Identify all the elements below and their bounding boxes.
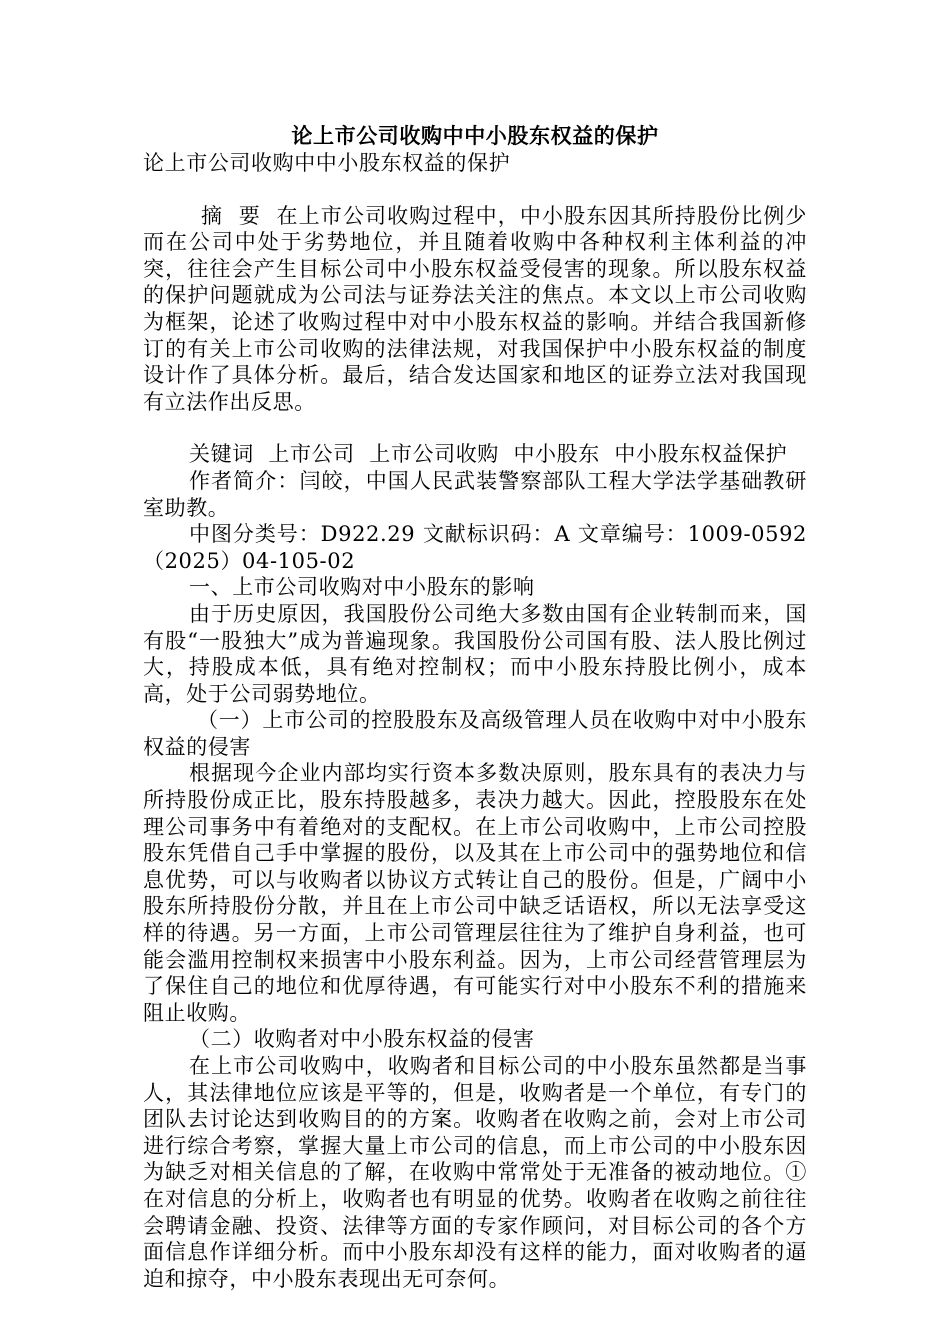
abstract-paragraph: 摘 要 在上市公司收购过程中，中小股东因其所持股份比例少而在公司中处于劣势地位，并且随着收购中各种权利主体利益的冲突，往往会产生目标公司中小股东权益受侵害的现象。所以股东权益的保护问题就成为公司法与证券法关注的焦点。本文以上市公司收购为框架，论述了收购过程中对中小股东权益的影响。并结合我国新修订的有关上市公司收购的法律法规，对我国保护中小股东权益的制度设计作了具体分析。最后，结合发达国家和地区的证券立法对我国现有立法作出反思。 [143, 203, 807, 414]
document-body [143, 122, 807, 1292]
subsection-paragraph: 根据现今企业内部均实行资本多数决原则，股东具有的表决力与所持股份成正比，股东持股越多，表决力越大。因此，控股股东在处理公司事务中有着绝对的支配权。在上市公司收购中，上市公司控股股东凭借自己手中掌握的股份，以及其在上市公司中的强势地位和信息优势，可以与收购者以协议方式转让自己的股份。但是，广阔中小股东所持股份分散，并且在上市公司中缺乏话语权，所以无法享受这样的待遇。另一方面，上市公司管理层往往为了维护自身利益，也可能会滥用控制权来损害中小股东利益。因为，上市公司经营管理层为了保住自己的地位和优厚待遇，有可能实行对中小股东不利的措施来阻止收购。 [143, 761, 807, 1025]
subsection-heading: （二）收购者对中小股东权益的侵害 [189, 1027, 535, 1052]
keywords-line: 关键词 上市公司 上市公司收购 中小股东 中小股东权益保护 [189, 442, 788, 467]
subsection-heading: （一）上市公司的控股股东及高级管理人员在收购中对中小股东权益的侵害 [143, 708, 807, 759]
section-heading: 一、上市公司收购对中小股东的影响 [189, 575, 535, 600]
section-paragraph: 由于历史原因，我国股份公司绝大多数由国有企业转制而来，国有股“一股独大”成为普遍现象。我国股份公司国有股、法人股比例过大，持股成本低，具有绝对控制权；而中小股东持股比例小，成本高，处于公司弱势地位。 [143, 601, 807, 706]
document-title: 论上市公司收购中中小股东权益的保护 [291, 123, 659, 148]
author-bio: 作者简介：闫皎，中国人民武装警察部队工程大学法学基础教研室助教。 [143, 468, 807, 520]
subsection-paragraph: 在上市公司收购中，收购者和目标公司的中小股东虽然都是当事人，其法律地位应该是平等的，但是，收购者是一个单位，有专门的团队去讨论达到收购目的的方案。收购者在收购之前，会对上市公司进行综合考察，掌握大量上市公司的信息，而上市公司的中小股东因为缺乏对相关信息的了解，在收购中常常处于无准备的被动地位。①在对信息的分析上，收购者也有明显的优势。收购者在收购之前往往会聘请金融、投资、法律等方面的专家作顾问，对目标公司的各个方面信息作详细分析。而中小股东却没有这样的能力，面对收购者的逼迫和掠夺，中小股东表现出无可奈何。 [143, 1054, 807, 1291]
classification-line: 中图分类号：D922.29 文献标识码：A 文章编号：1009-0592（2025）04-105-02 [143, 522, 807, 573]
document-subtitle: 论上市公司收购中中小股东权益的保护 [143, 151, 511, 175]
